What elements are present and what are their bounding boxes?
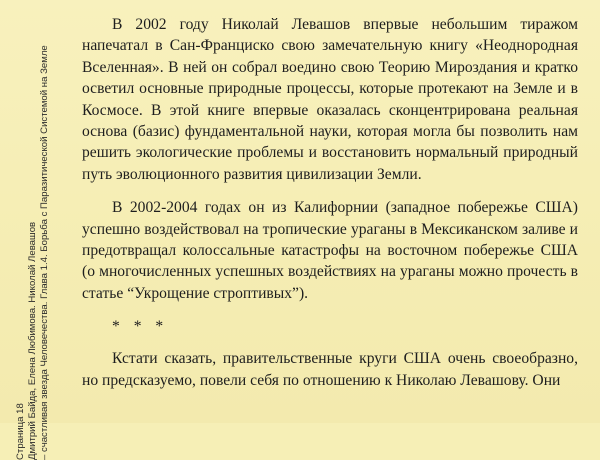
section-separator: * * * [112, 318, 169, 336]
book-chapter-title: – счастливая звезда Человечества. Глава 1.4. Борьба с Паразитической Системой на Земле [39, 45, 50, 460]
paragraph-1: В 2002 году Николай Левашов впервые небольшим тиражом напечатал в Сан-Франциско свою замечательную книгу «Неоднородная Вселенная». В ней он собрал воедино свою Теорию Мироздания и кратко осветил основные природные процессы, которые протекают на Земле и в Космосе. В этой книге впервые оказалась сконцентрирована реальная основа (базис) фундаментальной науки, которая могла бы позволить нам решить экологические проблемы и восстановить нормальный природный путь эволюционного развития цивилизации Земли. [82, 16, 578, 183]
document-body [82, 14, 578, 391]
paragraph-2: В 2002-2004 годах он из Калифорнии (западное побережье США) успешно воздействовал на тропические ураганы в Мексиканском заливе и предотвращал колоссальные катастрофы на восточном побережье США (о многочисленных успешных воздействиях на ураганы можно прочесть в статье “Укрощение строптивых”). [82, 199, 578, 302]
book-authors-title: Дмитрий Байда, Елена Любимова. Николай Левашов [27, 221, 38, 460]
page-number-label: Страница 18 [15, 403, 26, 460]
paragraph-3: Кстати сказать, правительственные круги США очень своеобразно, но предсказуемо, повели себя по отношению к Николаю Левашову. Они [82, 350, 578, 389]
page-sidebar-caption [15, 45, 69, 460]
